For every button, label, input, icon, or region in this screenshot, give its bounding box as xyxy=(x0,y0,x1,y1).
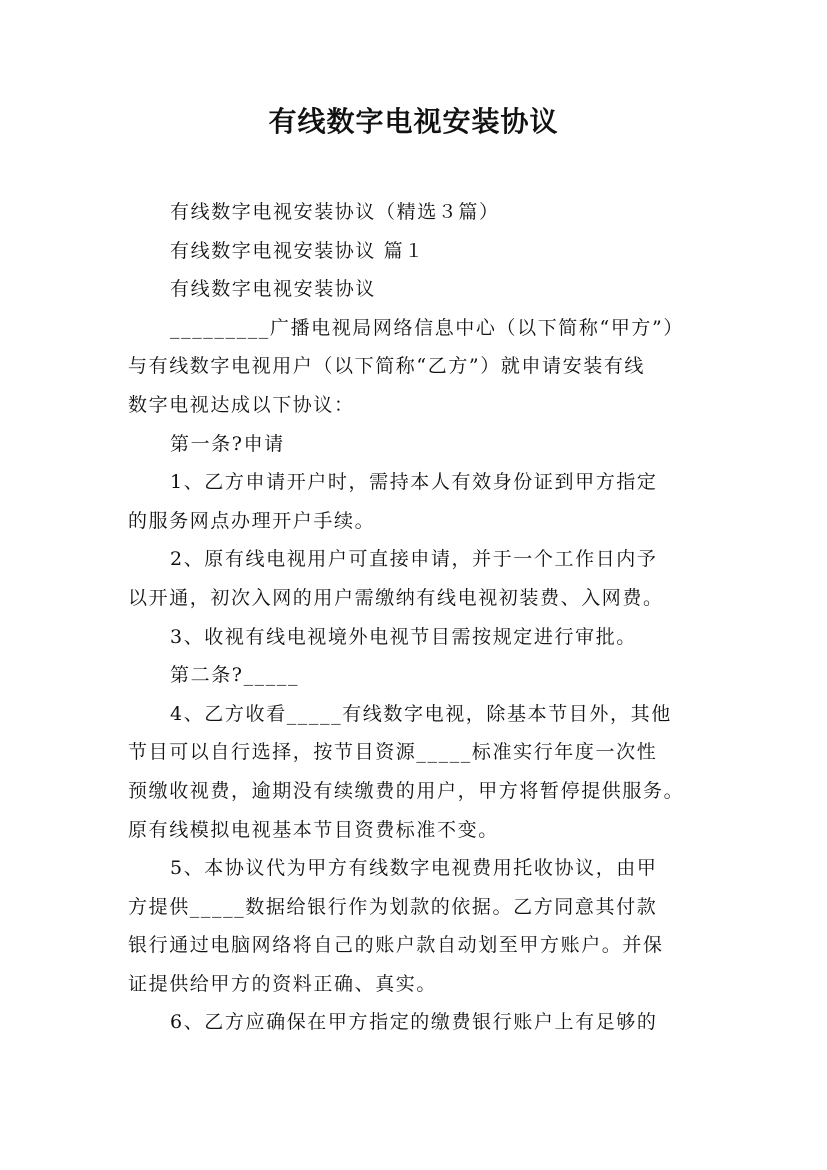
text-line: 第二条?_____ xyxy=(170,664,300,687)
text-line: 数字电视达成以下协议： xyxy=(128,393,355,416)
text-line: 2、原有线电视用户可直接申请，并于一个工作日内予 xyxy=(170,548,658,571)
text-line: 以开通，初次入网的用户需缴纳有线电视初装费、入网费。 xyxy=(128,586,664,609)
text-line: 3、收视有线电视境外电视节目需按规定进行审批。 xyxy=(170,625,637,648)
text-line: 有线数字电视安装协议（精选３篇） xyxy=(170,201,500,223)
text-line: 第一条?申请 xyxy=(170,432,285,455)
text-line: _________广播电视局网络信息中心（以下简称“甲方”） xyxy=(170,316,684,339)
text-line: 节目可以自行选择，按节目资源_____标准实行年度一次性 xyxy=(128,741,658,764)
text-line: 方提供_____数据给银行作为划款的依据。乙方同意其付款 xyxy=(128,895,658,918)
text-line: 的服务网点办理开户手续。 xyxy=(128,509,376,532)
text-line: 银行通过电脑网络将自己的账户款自动划至甲方账户。并保 xyxy=(128,934,664,957)
text-line: 4、乙方收看_____有线数字电视，除基本节目外，其他 xyxy=(170,702,672,725)
text-line: 与有线数字电视用户（以下简称“乙方”）就申请安装有线 xyxy=(128,355,646,378)
document-title: 有线数字电视安装协议 xyxy=(268,105,559,138)
text-line: 原有线模拟电视基本节目资费标准不变。 xyxy=(128,818,499,841)
text-line: 1、乙方申请开户时，需持本人有效身份证到甲方指定 xyxy=(170,471,658,494)
text-line: 5、本协议代为甲方有线数字电视费用托收协议，由甲 xyxy=(170,857,658,880)
document-body xyxy=(128,193,706,1042)
text-line: 6、乙方应确保在甲方指定的缴费银行账户上有足够的 xyxy=(170,1011,658,1034)
text-line: 有线数字电视安装协议 篇１ xyxy=(170,239,425,262)
text-line: 证提供给甲方的资料正确、真实。 xyxy=(128,972,438,995)
text-line: 有线数字电视安装协议 xyxy=(170,278,377,301)
text-line: 预缴收视费，逾期没有续缴费的用户，甲方将暂停提供服务。 xyxy=(128,779,685,802)
